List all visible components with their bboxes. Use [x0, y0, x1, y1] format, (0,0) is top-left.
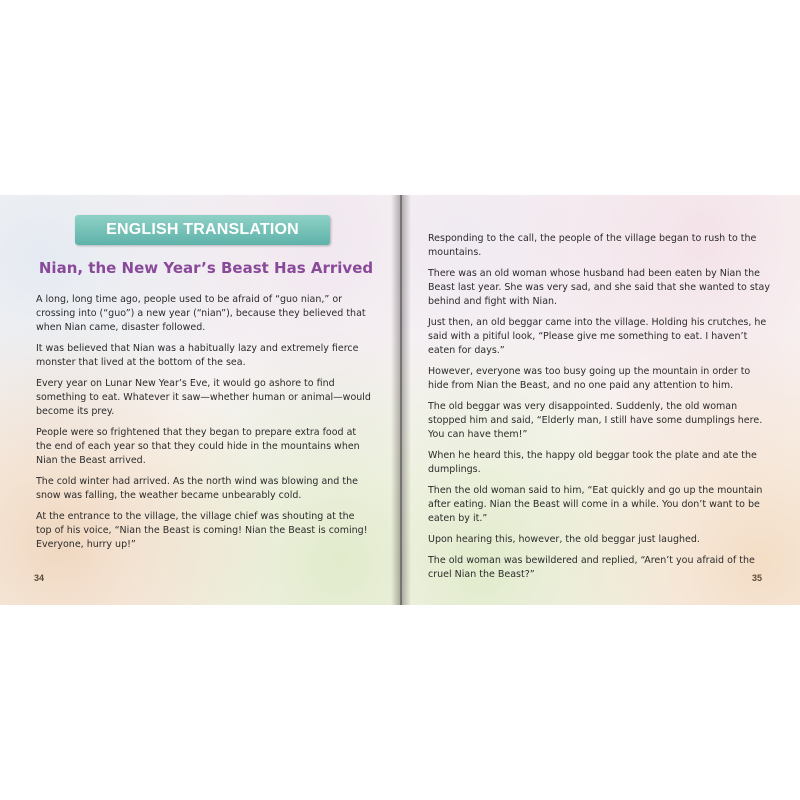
page-number-left: 34 — [34, 573, 45, 583]
page-number-right: 35 — [752, 573, 763, 583]
left-page — [0, 195, 400, 605]
paragraph: The old beggar was very disappointed. Suddenly, the old woman stopped him and said, “Elderly man, I still have some dumplings here. You can have them!” — [428, 401, 763, 440]
right-page — [401, 195, 800, 605]
book-spread — [0, 195, 800, 605]
paragraph: Just then, an old beggar came into the village. Holding his crutches, he said with a pitiful look, “Please give me something to eat. I haven’t eaten for days.” — [428, 317, 767, 356]
paragraph: The old woman was bewildered and replied, “Aren’t you afraid of the cruel Nian the Beast?” — [428, 555, 755, 580]
paragraph: There was an old woman whose husband had been eaten by Nian the Beast last year. She was very sad, and she said that she wanted to stay behind and fight with Nian. — [428, 268, 770, 307]
paragraph: When he heard this, the happy old beggar took the plate and ate the dumplings. — [428, 450, 757, 475]
paragraph: The cold winter had arrived. As the north wind was blowing and the snow was falling, the weather became unbearably cold. — [36, 476, 358, 501]
paragraph: However, everyone was too busy going up the mountain in order to hide from Nian the Beast, and no one paid any attention to him. — [428, 366, 751, 391]
paragraph: Upon hearing this, however, the old beggar just laughed. — [428, 534, 700, 545]
book-gutter — [391, 195, 411, 605]
section-banner — [75, 215, 330, 245]
banner-label: ENGLISH TRANSLATION — [106, 221, 299, 238]
paragraph: Then the old woman said to him, “Eat quickly and go up the mountain after eating. Nian the Beast will come in a while. You don’t want to be eaten by it.” — [428, 485, 763, 524]
paragraph: People were so frightened that they began to prepare extra food at the end of each year so that they could hide in the mountains when Nian the Beast arrived. — [36, 427, 360, 466]
paragraph: At the entrance to the village, the village chief was shouting at the top of his voice, “Nian the Beast is coming! Nian the Beast is coming! Everyone, hurry up!” — [36, 511, 368, 550]
right-text-column — [428, 232, 773, 589]
story-title: Nian, the New Year’s Beast Has Arrived — [38, 259, 374, 277]
paragraph: A long, long time ago, people used to be afraid of “guo nian,” or crossing into (“guo”) a new year (“nian”), because they believed that when Nian came, disaster followed. — [36, 294, 366, 333]
paragraph: Every year on Lunar New Year’s Eve, it would go ashore to find something to eat. Whatever it saw—whether human or animal—would become its prey. — [36, 378, 371, 417]
paragraph: It was believed that Nian was a habitually lazy and extremely fierce monster that lived at the bottom of the sea. — [36, 343, 359, 368]
paragraph: Responding to the call, the people of the village began to rush to the mountains. — [428, 233, 757, 258]
left-text-column — [36, 293, 371, 559]
